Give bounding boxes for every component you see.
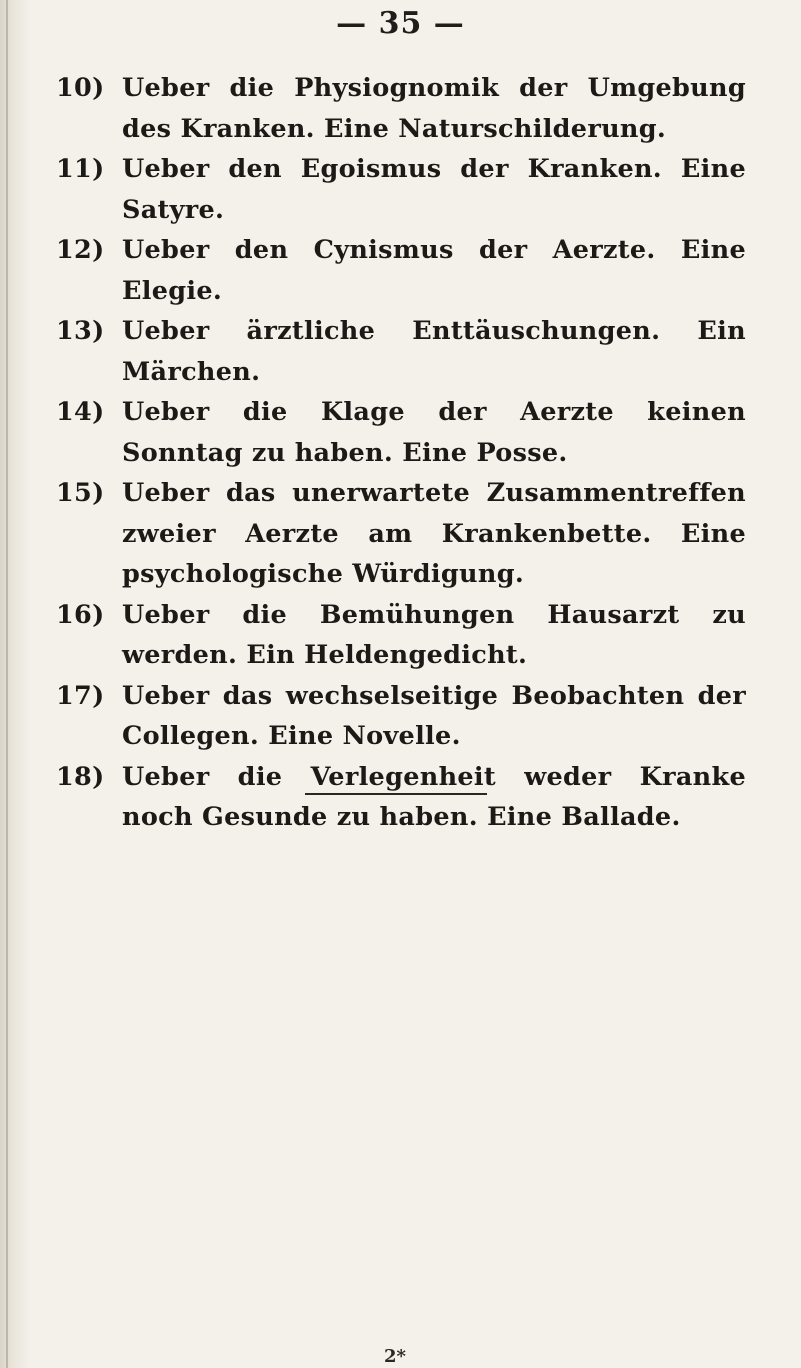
list-item — [56, 392, 746, 473]
entry-number: 10) — [56, 73, 105, 103]
binding-gutter-line — [6, 0, 8, 1368]
entry-text: Ueber ärztliche Enttäuschungen. Ein Märchen. — [122, 316, 746, 387]
entry-number: 18) — [56, 761, 105, 792]
list-item — [56, 757, 746, 838]
entry-text: Ueber den Cynismus der Aerzte. Eine Elegie. — [122, 235, 746, 306]
entry-text: Ueber die Verlegenheit weder Kranke noch Gesunde zu haben. Eine Ballade. — [122, 761, 746, 832]
section-divider — [305, 793, 487, 795]
entry-number: 11) — [56, 154, 105, 184]
list-item — [56, 676, 746, 757]
list-item — [56, 149, 746, 230]
entry-number: 16) — [56, 599, 105, 630]
list-item — [56, 230, 746, 311]
entry-text: Ueber den Egoismus der Kranken. Eine Satyre. — [122, 154, 746, 225]
entry-number: 15) — [56, 478, 105, 508]
entry-number: 13) — [56, 316, 105, 346]
entry-text: Ueber die Bemühungen Hausarzt zu werden. Ein Heldengedicht. — [122, 599, 746, 670]
entry-text: Ueber die Physiognomik der Umgebung des Kranken. Eine Naturschilderung. — [122, 73, 746, 144]
entry-text: Ueber das unerwartete Zusammentreffen zweier Aerzte am Krankenbette. Eine psychologische Würdigung. — [122, 478, 746, 589]
page-number: — 35 — — [336, 6, 465, 41]
list-item — [56, 311, 746, 392]
entry-text: Ueber das wechselseitige Beobachten der Collegen. Eine Novelle. — [122, 680, 746, 751]
entry-number: 12) — [56, 235, 105, 265]
entry-list — [56, 68, 746, 838]
list-item — [56, 68, 746, 149]
list-item — [56, 473, 746, 595]
entry-number: 17) — [56, 680, 105, 711]
signature-mark: 2* — [384, 1346, 406, 1367]
page-binding-shadow — [0, 0, 30, 1368]
entry-text: Ueber die Klage der Aerzte keinen Sonntag zu haben. Eine Posse. — [122, 397, 746, 468]
list-item — [56, 595, 746, 676]
entry-number: 14) — [56, 397, 105, 427]
